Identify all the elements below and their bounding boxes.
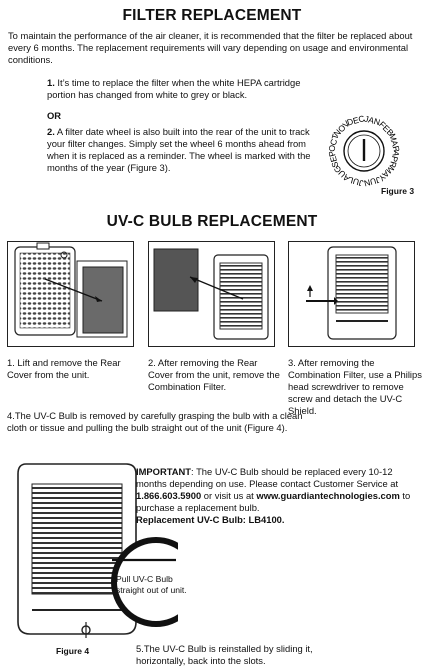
uvc-step-2: 2. After removing the Rear Cover from the unit, remove the Combination Filter. <box>148 357 280 393</box>
figure-3-caption: Figure 3 <box>381 186 415 196</box>
visit-text: or visit us at <box>201 490 257 502</box>
wheel-month-label: MAY <box>376 163 397 184</box>
step-1-illustration <box>7 241 134 347</box>
uvc-step-4: 4.The UV-C Bulb is removed by carefully grasping the bulb with a clean cloth or tissue and pulling the bulb straight out of the unit (Figure 4). <box>7 410 303 434</box>
important-text: : The UV-C Bulb should be replaced every 10-12 months depending on use. Please contact Customer Service at <box>136 466 399 490</box>
replacement-bulb-label: Replacement UV-C Bulb: LB4100. <box>136 514 285 526</box>
step-2-illustration <box>148 241 275 347</box>
wheel-month-label: DEC <box>345 113 366 128</box>
wheel-month-label: APR <box>387 149 402 169</box>
filter-step-1-number: 1. <box>47 77 55 88</box>
filter-or: OR <box>47 110 62 121</box>
important-label: IMPORTANT <box>136 466 192 477</box>
wheel-month-label: SEP <box>326 149 341 169</box>
uvc-step-5: 5.The UV-C Bulb is reinstalled by sliding it, horizontally, back into the slots. <box>136 643 313 667</box>
wheel-month-label: JUL <box>347 174 365 189</box>
filter-section-title: FILTER REPLACEMENT <box>122 7 302 24</box>
wheel-month-label: JUN <box>362 174 382 189</box>
customer-service-phone: 1.866.603.5900 <box>136 490 202 502</box>
wheel-month-label: MAR <box>387 132 402 154</box>
filter-step-2-number: 2. <box>47 126 55 137</box>
uvc-section-title: UV-C BULB REPLACEMENT <box>106 213 318 230</box>
figure-4-caption: Figure 4 <box>56 646 90 656</box>
filter-step-2-text: A filter date wheel is also built into the rear of the unit to track your filter changes. Simply set the wheel 6 months ahead from when it is replaced as a reminder. The wheel is marked with the months of the year (Figure 3). <box>47 126 311 174</box>
filter-date-wheel <box>310 103 422 195</box>
purchase-text: to purchase a replacement bulb. <box>136 490 411 514</box>
uvc-step-1: 1. Lift and remove the Rear Cover from the unit. <box>7 357 121 381</box>
uvc-step-3: 3. After removing the Combination Filter, use a Philips head screwdriver to remove screw and detach the UV-C Shield. <box>288 357 422 417</box>
step-3-illustration <box>288 241 415 347</box>
filter-step-1 <box>47 77 319 101</box>
filter-step-2 <box>47 126 315 174</box>
figure-4-callout: Pull UV-C Bulb straight out of unit. <box>116 574 187 595</box>
wheel-month-label: AUG <box>331 163 352 184</box>
uvc-important-note <box>136 466 416 526</box>
wheel-month-label: JAN <box>363 113 382 128</box>
wheel-month-label: NOV <box>331 118 352 139</box>
filter-step-1-text: It’s time to replace the filter when the white HEPA cartridge portion has changed from white to grey or black. <box>47 77 301 101</box>
wheel-month-label: FEB <box>377 119 396 138</box>
wheel-month-label: OCT <box>326 132 341 153</box>
filter-intro: To maintain the performance of the air cleaner, it is recommended that the filter be replaced about every 6 months. The replacement requirements will vary depending on usage and environmental conditions. <box>8 30 413 66</box>
website-text: www.guardiantechnologies.com <box>256 490 400 502</box>
